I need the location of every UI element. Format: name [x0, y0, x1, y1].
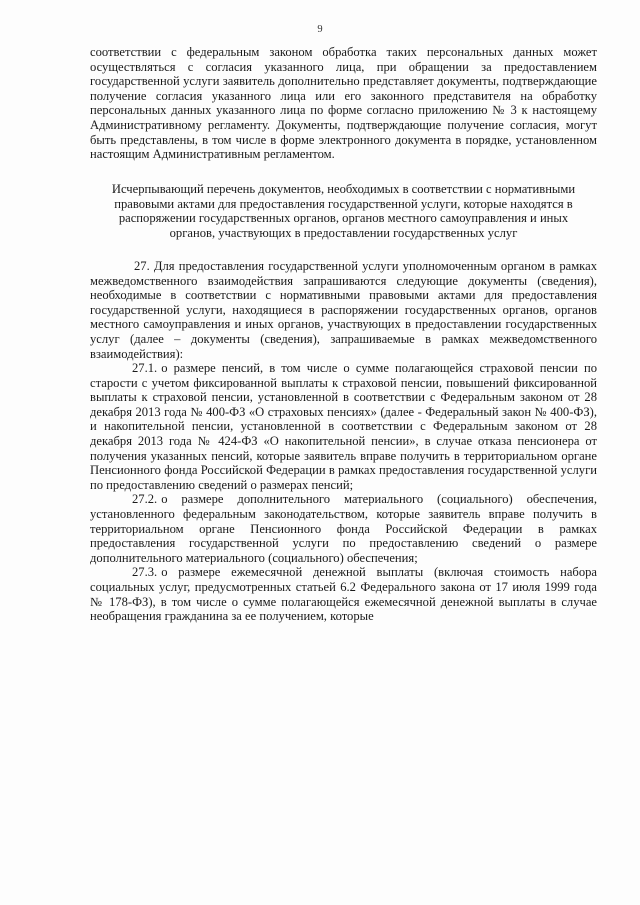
continuation-paragraph: соответствии с федеральным законом обработка таких персональных данных может осуществляться с согласия указанного лица, при обращении за предоставлением государственной услуги заявитель дополнительно представляет документы, подтверждающие получение согласия указанного лица или его законного представителя на обработку персональных данных указанного лица по форме согласно приложению № 3 к настоящему Административному регламенту. Документы, подтверждающие получение согласия, могут быть представлены, в том числе в форме электронного документа в порядке, установленном настоящим Административным регламентом.: [90, 45, 597, 162]
clause-27-2-text: о размере дополнительного материального (социального) обеспечения, установленного федеральным законодательством, которые заявитель вправе получить в территориальном органе Пенсионного фонда Российской Федерации в рамках предоставления государственной услуги по предоставлению сведений о размере дополнительного материального (социального) обеспечения;: [90, 492, 597, 565]
clause-27-3-number: 27.3.: [132, 565, 158, 580]
clause-27-2: [90, 492, 597, 565]
page-number: 9: [317, 24, 323, 35]
document-body: [90, 45, 597, 624]
clause-27-2-number: 27.2.: [132, 492, 158, 507]
clause-27: 27. Для предоставления государственной услуги уполномоченным органом в рамках межведомственного взаимодействия запрашиваются следующие документы (сведения), необходимые в соответствии с нормативными правовыми актами для предоставления государственной услуги, находящиеся в распоряжении государственных органов, органов местного самоуправления и иных органов, участвующих в предоставлении государственных услуг (далее – документы (сведения), запрашиваемые в рамках межведомственного взаимодействия):: [90, 258, 597, 361]
clause-27-1-number: 27.1.: [132, 361, 158, 376]
clause-27-3: [90, 565, 597, 623]
clause-27-1: [90, 361, 597, 492]
clause-27-1-text: о размере пенсий, в том числе о сумме полагающейся страховой пенсии по старости с учетом фиксированной выплаты к страховой пенсии, повышений фиксированной выплаты к страховой пенсии, установленной в соответствии с Федеральным законом от 28 декабря 2013 года № 400-ФЗ «О страховых пенсиях» (далее - Федеральный закон № 400-ФЗ), и накопительной пенсии, установленной в соответствии с Федеральным законом от 28 декабря 2013 года № 424-ФЗ «О накопительной пенсии», в случае отказа пенсионера от получения указанных пенсий, которые заявитель вправе получить в территориальном органе Пенсионного фонда Российской Федерации в рамках предоставления государственной услуги по предоставлению сведений о размерах пенсий;: [90, 361, 597, 492]
clause-27-3-text: о размере ежемесячной денежной выплаты (включая стоимость набора социальных услуг, предусмотренных статьей 6.2 Федерального закона от 17 июля 1999 года № 178-ФЗ), в том числе о сумме полагающейся ежемесячной денежной выплаты в случае необращения гражданина за ее получением, которые: [90, 565, 597, 624]
section-heading: Исчерпывающий перечень документов, необходимых в соответствии с нормативными правовыми актами для предоставления государственной услуги, которые находятся в распоряжении государственных органов, органов местного самоуправления и иных органов, участвующих в предоставлении государственных услуг: [111, 181, 576, 241]
